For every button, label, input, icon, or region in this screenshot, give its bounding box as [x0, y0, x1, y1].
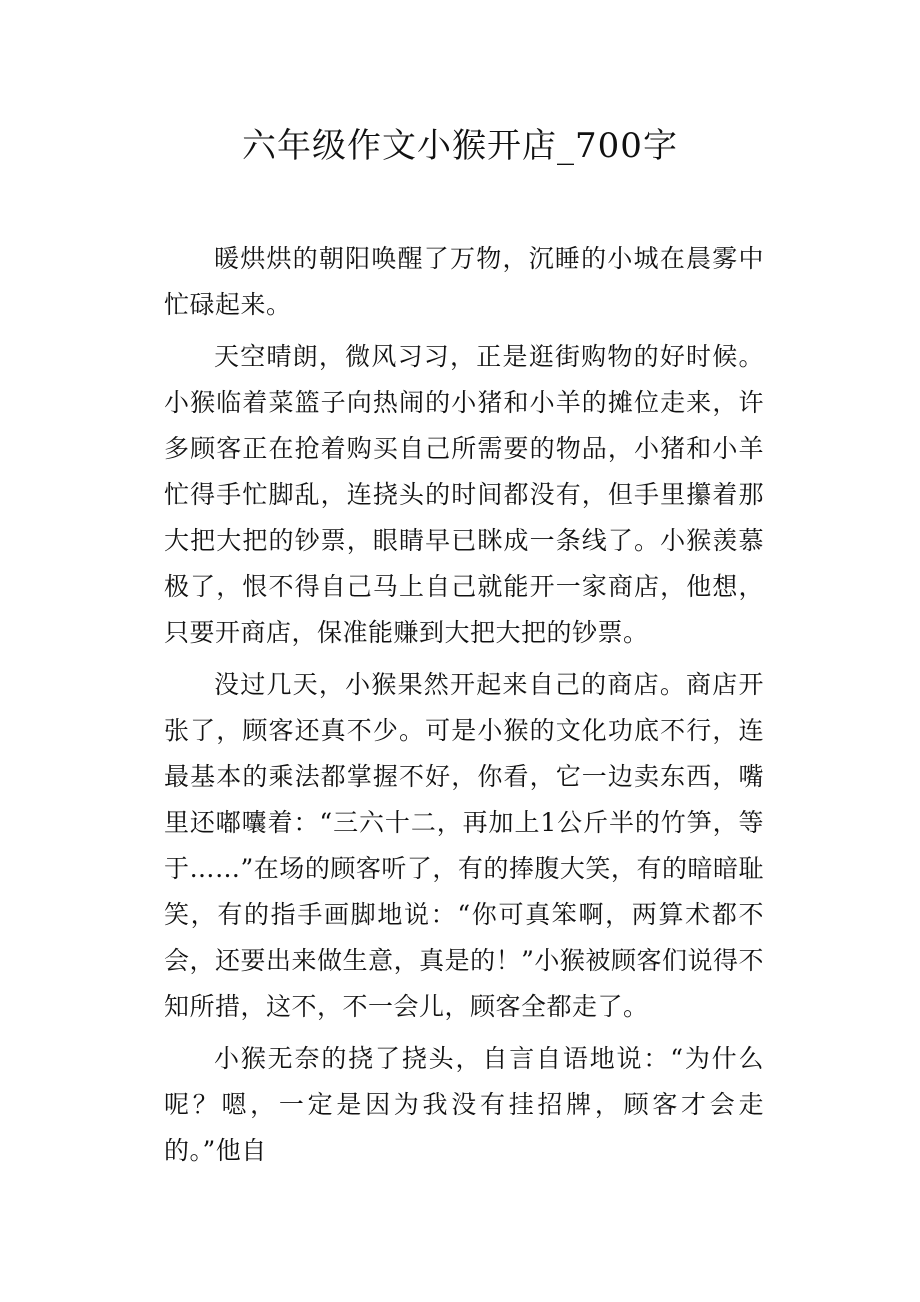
page-title: 六年级作文小猴开店_700字	[242, 126, 678, 166]
paragraph: 天空晴朗，微风习习，正是逛街购物的好时候。小猴临着菜篮子向热闹的小猪和小羊的摊位走来，许多顾客正在抢着购买自己所需要的物品，小猪和小羊忙得手忙脚乱，连挠头的时间都没有，但手里攥着那大把大把的钞票，眼睛早已眯成一条线了。小猴羡慕极了，恨不得自己马上自己就能开一家商店，他想，只要开商店，保准能赚到大把大把的钞票。	[164, 342, 764, 647]
paragraph: 没过几天，小猴果然开起来自己的商店。商店开张了，顾客还真不少。可是小猴的文化功底不行，连最基本的乘法都掌握不好，你看，它一边卖东西，嘴里还嘟囔着：“三六十二，再加上1公斤半的竹笋，等于……”在场的顾客听了，有的捧腹大笑，有的暗暗耻笑，有的指手画脚地说：“你可真笨啊，两算术都不会，还要出来做生意，真是的！”小猴被顾客们说得不知所措，这不，不一会儿，顾客全都走了。	[164, 670, 764, 1021]
paragraph: 小猴无奈的挠了挠头，自言自语地说：“为什么呢？嗯，一定是因为我没有挂招牌，顾客才会走的。”他自	[164, 1044, 764, 1165]
article-body	[164, 236, 764, 1174]
paragraph: 暖烘烘的朝阳唤醒了万物，沉睡的小城在晨雾中忙碌起来。	[164, 244, 764, 319]
